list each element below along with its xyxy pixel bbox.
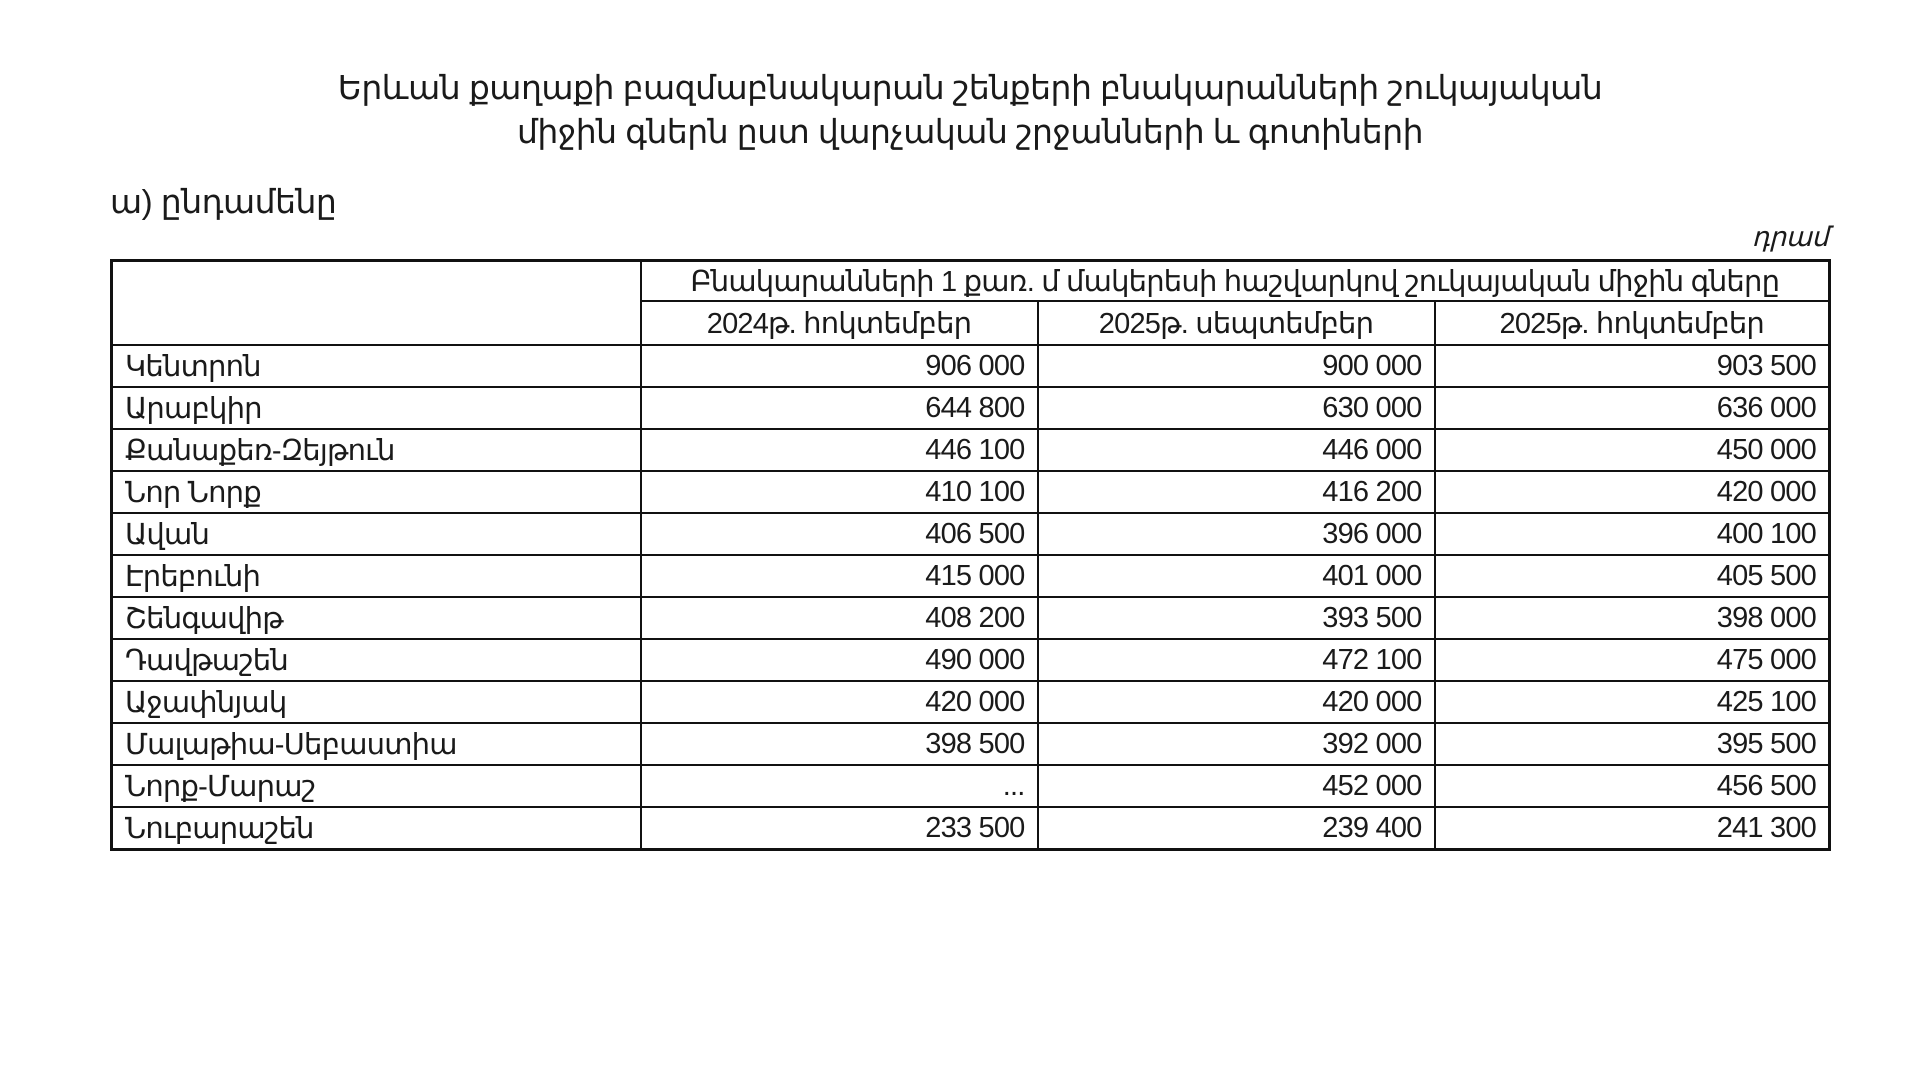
price-cell: 490 000 (641, 639, 1038, 681)
district-name-cell: Կենտրոն (112, 345, 641, 387)
table-row (112, 807, 1830, 850)
price-cell: 452 000 (1038, 765, 1435, 807)
table-row (112, 471, 1830, 513)
district-name-cell: Մալաթիա-Սեբաստիա (112, 723, 641, 765)
district-name-cell: Նոր Նորք (112, 471, 641, 513)
table-row (112, 723, 1830, 765)
price-cell: 900 000 (1038, 345, 1435, 387)
price-cell: 408 200 (641, 597, 1038, 639)
district-name-cell: Քանաքեռ-Զեյթուն (112, 429, 641, 471)
table-row (112, 765, 1830, 807)
document-title (0, 66, 1920, 154)
price-cell: 636 000 (1435, 387, 1830, 429)
table-row (112, 387, 1830, 429)
price-cell: 239 400 (1038, 807, 1435, 850)
header-corner-cell (112, 261, 641, 346)
price-cell: 393 500 (1038, 597, 1435, 639)
price-cell: 425 100 (1435, 681, 1830, 723)
price-cell: 416 200 (1038, 471, 1435, 513)
district-name-cell: Ավան (112, 513, 641, 555)
price-cell: 395 500 (1435, 723, 1830, 765)
column-header-sep-2025: 2025թ. սեպտեմբեր (1038, 301, 1435, 345)
price-cell: 241 300 (1435, 807, 1830, 850)
district-name-cell: Էրեբունի (112, 555, 641, 597)
table-row (112, 513, 1830, 555)
price-cell: 446 100 (641, 429, 1038, 471)
district-name-cell: Նորք-Մարաշ (112, 765, 641, 807)
price-cell: ... (641, 765, 1038, 807)
price-cell: 398 500 (641, 723, 1038, 765)
price-cell: 450 000 (1435, 429, 1830, 471)
column-header-oct-2025: 2025թ. հոկտեմբեր (1435, 301, 1830, 345)
price-cell: 446 000 (1038, 429, 1435, 471)
table-row (112, 681, 1830, 723)
price-cell: 456 500 (1435, 765, 1830, 807)
header-row-group (112, 261, 1830, 302)
price-cell: 415 000 (641, 555, 1038, 597)
section-subtitle: ա) ընդամենը (110, 183, 337, 220)
column-header-oct-2024: 2024թ. հոկտեմբեր (641, 301, 1038, 345)
price-cell: 644 800 (641, 387, 1038, 429)
price-cell: 420 000 (641, 681, 1038, 723)
table-row (112, 345, 1830, 387)
price-cell: 410 100 (641, 471, 1038, 513)
district-name-cell: Շենգավիթ (112, 597, 641, 639)
district-name-cell: Դավթաշեն (112, 639, 641, 681)
price-cell: 420 000 (1435, 471, 1830, 513)
district-name-cell: Աջափնյակ (112, 681, 641, 723)
title-line-2: միջին գներն ըստ վարչական շրջանների և գոտիների (516, 113, 1424, 150)
price-cell: 472 100 (1038, 639, 1435, 681)
table-row (112, 555, 1830, 597)
price-cell: 475 000 (1435, 639, 1830, 681)
district-name-cell: Արաբկիր (112, 387, 641, 429)
price-cell: 630 000 (1038, 387, 1435, 429)
price-cell: 405 500 (1435, 555, 1830, 597)
price-cell: 400 100 (1435, 513, 1830, 555)
title-line-1: Երևան քաղաքի բազմաբնակարան շենքերի բնակարանների շուկայական (337, 69, 1603, 106)
price-cell: 392 000 (1038, 723, 1435, 765)
price-cell: 401 000 (1038, 555, 1435, 597)
price-cell: 396 000 (1038, 513, 1435, 555)
unit-label: դրամ (1751, 222, 1828, 252)
price-cell: 903 500 (1435, 345, 1830, 387)
district-name-cell: Նուբարաշեն (112, 807, 641, 850)
price-cell: 233 500 (641, 807, 1038, 850)
table-row (112, 639, 1830, 681)
price-cell: 406 500 (641, 513, 1038, 555)
table-row (112, 597, 1830, 639)
price-table (110, 259, 1831, 851)
table-row (112, 429, 1830, 471)
price-cell: 398 000 (1435, 597, 1830, 639)
price-cell: 906 000 (641, 345, 1038, 387)
group-header: Բնակարանների 1 քառ. մ մակերեսի հաշվարկով շուկայական միջին գները (641, 261, 1830, 302)
price-cell: 420 000 (1038, 681, 1435, 723)
